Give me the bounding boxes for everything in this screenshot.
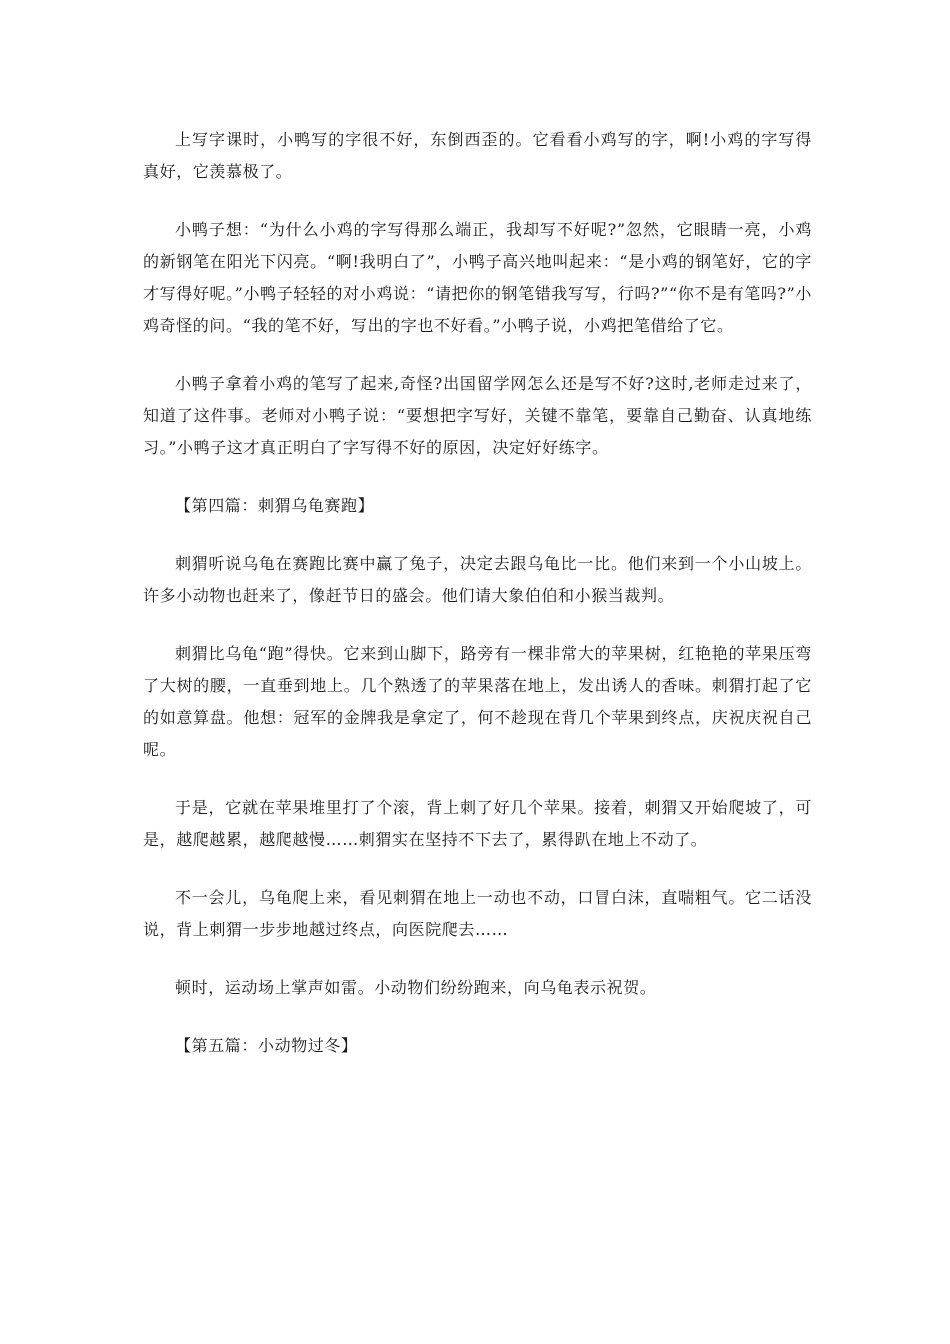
- paragraph-hedgehog-intro: 刺猬听说乌龟在赛跑比赛中赢了兔子，决定去跟乌龟比一比。他们来到一个小山坡上。许多小动物也赶来了，像赶节日的盛会。他们请大象伯伯和小猴当裁判。: [143, 554, 812, 605]
- paragraph-hedgehog-apples: 刺猬比乌龟“跑”得快。它来到山脚下，路旁有一棵非常大的苹果树，红艳艳的苹果压弯了大树的腰，一直垂到地上。几个熟透了的苹果落在地上，发出诱人的香味。刺猬打起了它的如意算盘。他想：冠军的金牌我是拿定了，何不趁现在背几个苹果到终点，庆祝庆祝自己呢。: [143, 644, 812, 759]
- section-heading-4: 【第四篇：刺猬乌龟赛跑】: [175, 496, 375, 515]
- paragraph-duck-lesson: 小鸭子拿着小鸡的笔写了起来,奇怪?出国留学网怎么还是写不好?这时,老师走过来了，知道了这件事。老师对小鸭子说：“要想把字写好，关键不靠笔，要靠自己勤奋、认真地练习。”小鸭子这才真正明白了字写得不好的原因，决定好好练字。: [143, 374, 812, 457]
- section-heading-5: 【第五篇：小动物过冬】: [175, 1036, 358, 1055]
- paragraph-tortoise-helps: 不一会儿，乌龟爬上来，看见刺猬在地上一动也不动，口冒白沫，直喘粗气。它二话没说，背上刺猬一步步地越过终点，向医院爬去……: [143, 888, 812, 939]
- paragraph-hedgehog-tired: 于是，它就在苹果堆里打了个滚，背上刺了好几个苹果。接着，刺猬又开始爬坡了，可是，越爬越累，越爬越慢……刺猬实在坚持不下去了，累得趴在地上不动了。: [143, 798, 812, 849]
- paragraph-duck-writing: 上写字课时，小鸭写的字很不好，东倒西歪的。它看看小鸡写的字，啊!小鸡的字写得真好，它羡慕极了。: [143, 130, 812, 181]
- paragraph-duck-pen: 小鸭子想：“为什么小鸡的字写得那么端正，我却写不好呢?”忽然，它眼睛一亮，小鸡的新钢笔在阳光下闪亮。“啊!我明白了”，小鸭子高兴地叫起来：“是小鸡的钢笔好，它的字才写得好呢。”小鸭子轻轻的对小鸡说：“请把你的钢笔错我写写，行吗?”“你不是有笔吗?”小鸡奇怪的问。“我的笔不好，写出的字也不好看。”小鸭子说，小鸡把笔借给了它。: [143, 220, 812, 335]
- paragraph-applause: 顿时，运动场上掌声如雷。小动物们纷纷跑来，向乌龟表示祝贺。: [175, 978, 657, 997]
